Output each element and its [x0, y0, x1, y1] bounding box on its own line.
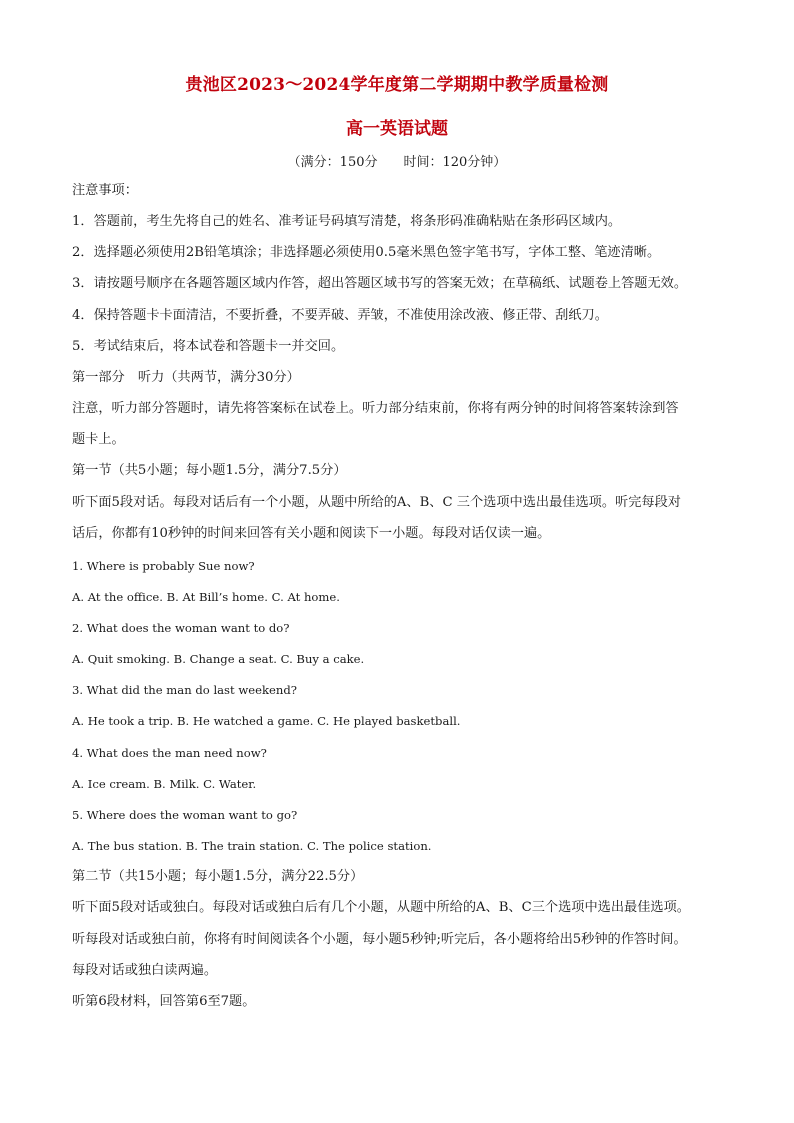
part1-heading: 第一部分 听力（共两节，满分30分）	[72, 370, 300, 385]
part1-note-line: 注意，听力部分答题时，请先将答案标在试卷上。听力部分结束前，你将有两分钟的时间将答案转涂到答	[72, 401, 679, 416]
question-options: A. The bus station. B. The train station. C. The police station.	[72, 839, 432, 853]
notice-item: 2．选择题必须使用2B铅笔填涂；非选择题必须使用0.5毫米黑色签字笔书写，字体工整、笔迹清晰。	[72, 245, 661, 260]
exam-meta: （满分：150分 时间：120分钟）	[287, 155, 507, 170]
question-options: A. Ice cream. B. Milk. C. Water.	[72, 777, 257, 791]
section1-heading: 第一节（共5小题；每小题1.5分，满分7.5分）	[72, 463, 347, 478]
notice-item: 1．答题前，考生先将自己的姓名、准考证号码填写清楚，将条形码准确粘贴在条形码区域内。	[72, 214, 622, 229]
section2-heading: 第二节（共15小题；每小题1.5分，满分22.5分）	[72, 869, 364, 884]
exam-subtitle: 高一英语试题	[346, 119, 448, 139]
notice-item: 5．考试结束后，将本试卷和答题卡一并交回。	[72, 339, 345, 354]
section2-instruction-line: 听每段对话或独白前，你将有时间阅读各个小题，每小题5秒钟;听完后，各小题将给出5秒钟的作答时间。	[72, 932, 687, 947]
part1-note-line: 题卡上。	[72, 432, 125, 447]
section2-instruction-line: 每段对话或独白读两遍。	[72, 963, 218, 978]
question-text: 1. Where is probably Sue now?	[72, 559, 255, 573]
question-text: 3. What did the man do last weekend?	[72, 683, 297, 697]
notice-item: 3．请按题号顺序在各题答题区域内作答，超出答题区域书写的答案无效；在草稿纸、试题卷上答题无效。	[72, 276, 688, 291]
question-text: 4. What does the man need now?	[72, 746, 267, 760]
section1-instruction-line: 话后，你都有10秒钟的时间来回答有关小题和阅读下一小题。每段对话仅读一遍。	[72, 526, 551, 541]
notice-heading: 注意事项：	[72, 183, 138, 198]
section2-material-line: 听第6段材料，回答第6至7题。	[72, 994, 256, 1009]
section2-instruction-line: 听下面5段对话或独白。每段对话或独白后有几个小题，从题中所给的A、B、C三个选项中选出最佳选项。	[72, 900, 690, 915]
question-options: A. Quit smoking. B. Change a seat. C. Buy a cake.	[72, 652, 365, 666]
question-options: A. At the office. B. At Bill’s home. C. At home.	[72, 590, 340, 604]
exam-title: 贵池区2023～2024学年度第二学期期中教学质量检测	[185, 75, 609, 95]
question-options: A. He took a trip. B. He watched a game. C. He played basketball.	[72, 714, 461, 728]
notice-item: 4．保持答题卡卡面清洁，不要折叠，不要弄破、弄皱，不准使用涂改液、修正带、刮纸刀。	[72, 308, 608, 323]
question-text: 2. What does the woman want to do?	[72, 621, 290, 635]
section1-instruction-line: 听下面5段对话。每段对话后有一个小题，从题中所给的A、B、C 三个选项中选出最佳选项。听完每段对	[72, 495, 681, 510]
question-text: 5. Where does the woman want to go?	[72, 808, 298, 822]
